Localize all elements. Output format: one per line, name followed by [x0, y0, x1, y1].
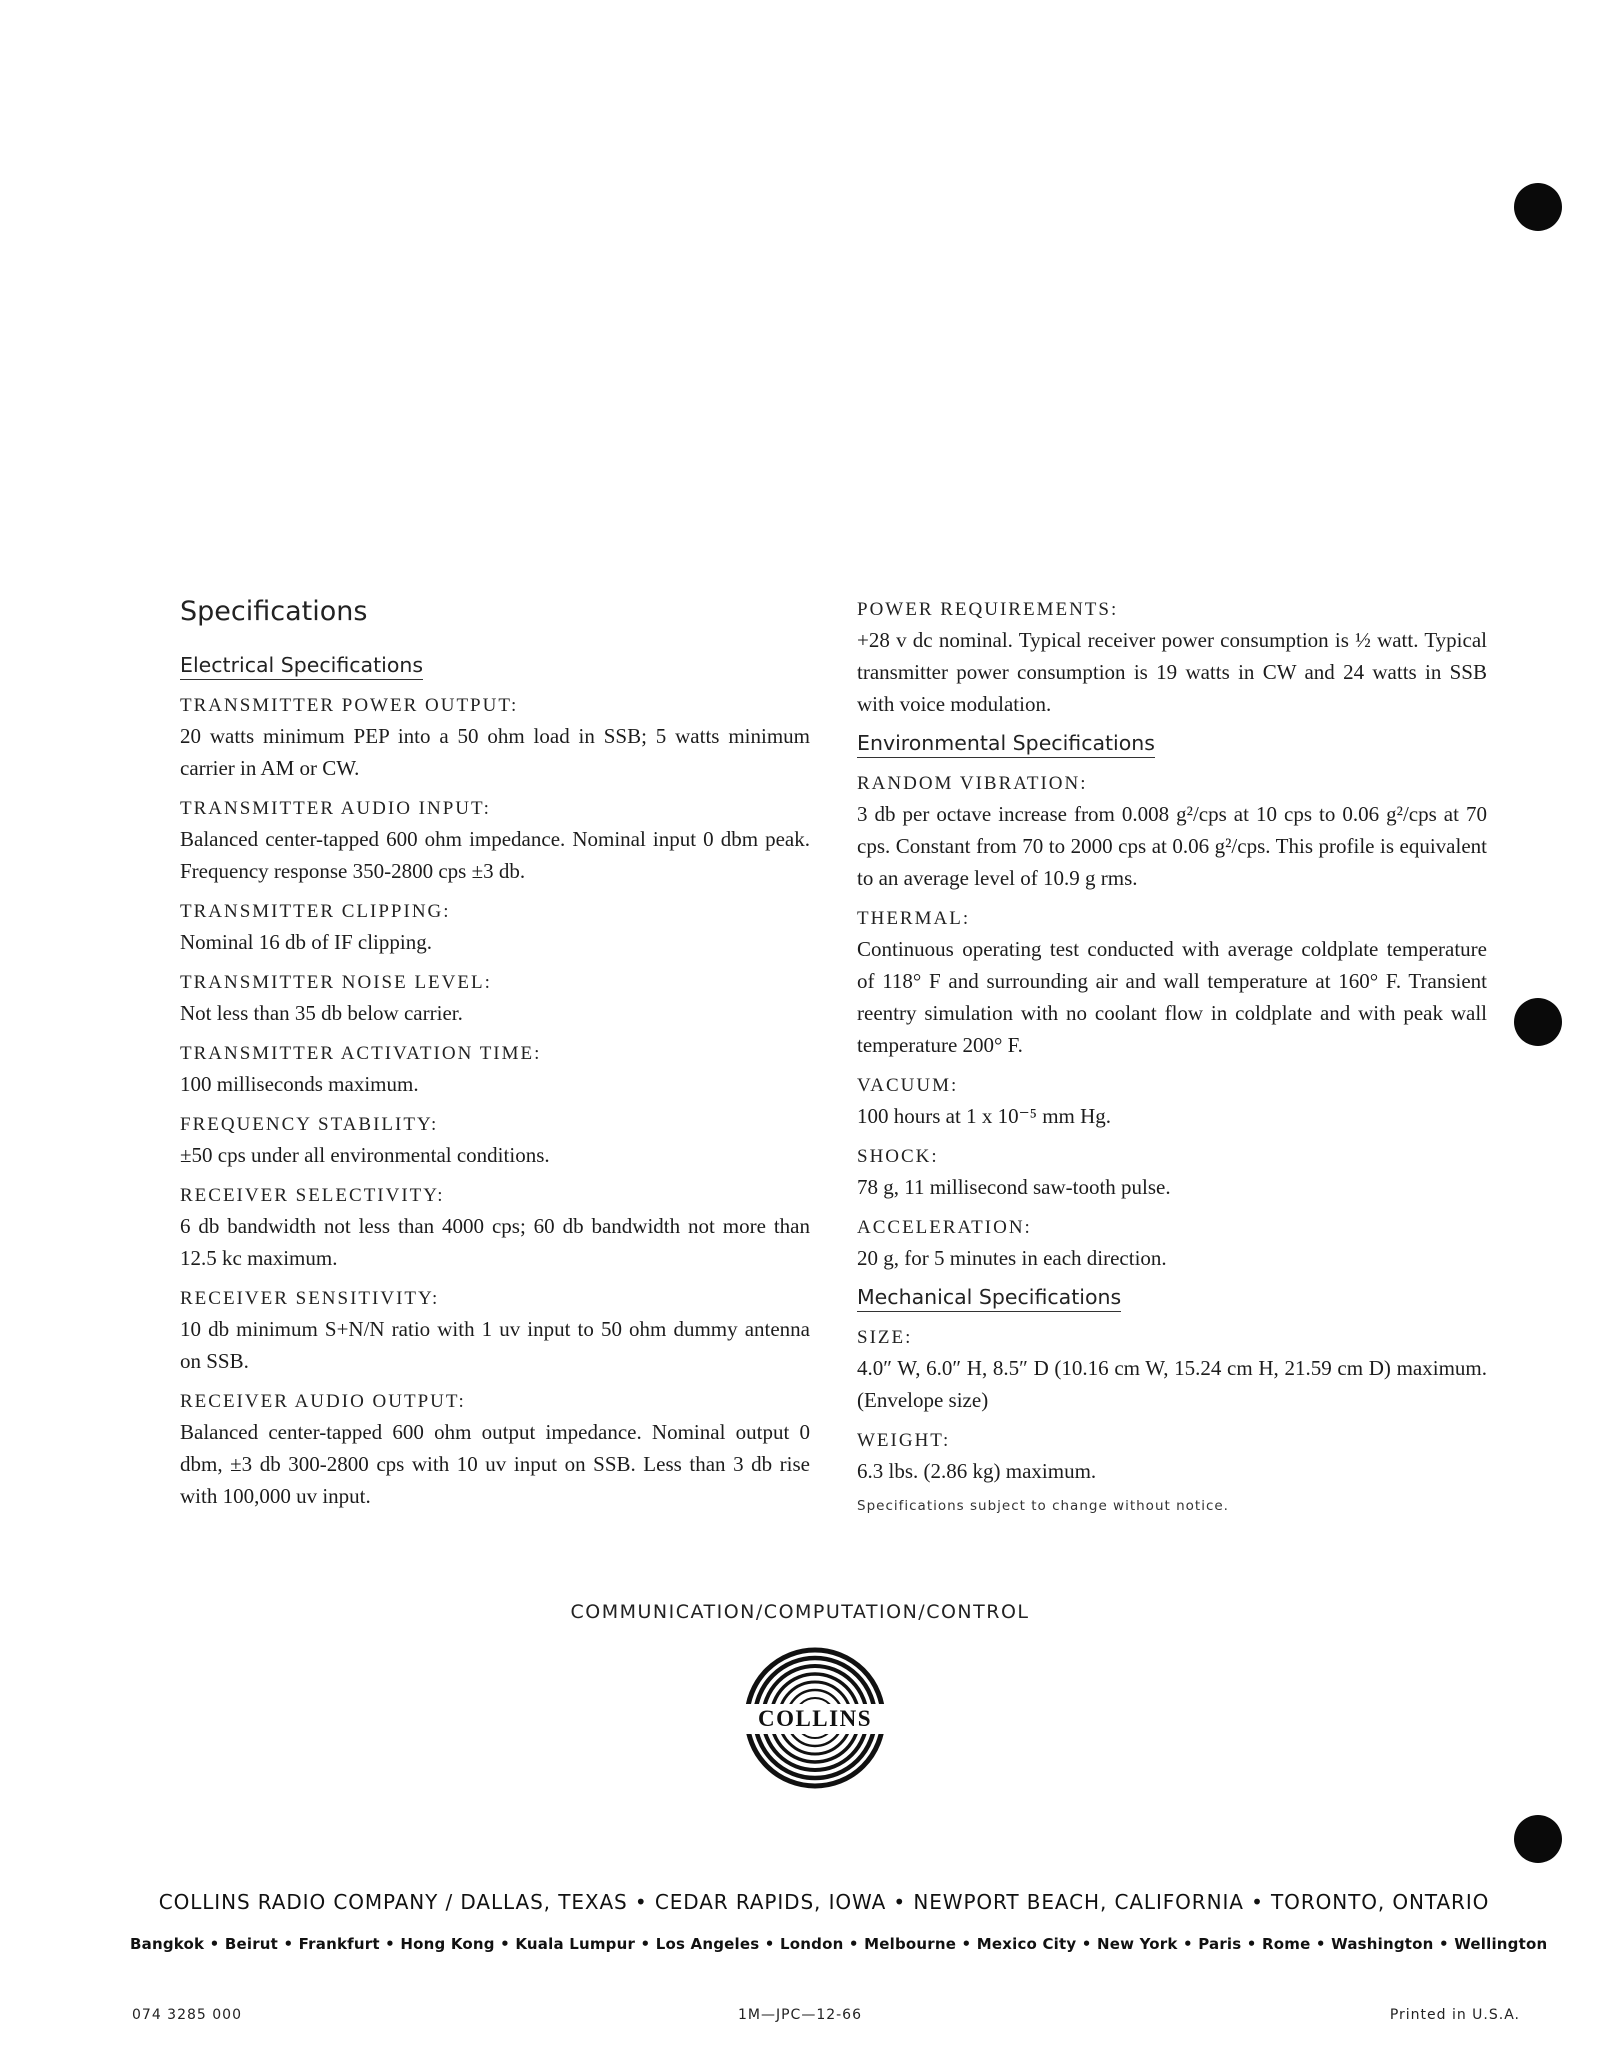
spec-value: Nominal 16 db of IF clipping.: [180, 930, 432, 954]
section-heading: Electrical Specifications: [180, 653, 423, 680]
right-spec-list: [857, 596, 1487, 1487]
section-mechanical-specifications: [857, 1285, 1487, 1316]
spec-weight: [857, 1427, 1487, 1487]
spec-value: 100 hours at 1 x 10⁻⁵ mm Hg.: [857, 1104, 1112, 1128]
tagline: COMMUNICATION/COMPUTATION/CONTROL: [570, 1601, 1030, 1623]
spec-label: RECEIVER SELECTIVITY:: [180, 1185, 445, 1206]
spec-receiver-audio-output: [180, 1388, 810, 1512]
spec-label: TRANSMITTER CLIPPING:: [180, 901, 451, 922]
spec-power-requirements: [857, 596, 1487, 720]
spec-value: 6.3 lbs. (2.86 kg) maximum.: [857, 1459, 1097, 1483]
spec-transmitter-activation-time: [180, 1040, 810, 1100]
spec-transmitter-audio-input: [180, 795, 810, 887]
spec-value: 20 g, for 5 minutes in each direction.: [857, 1246, 1167, 1270]
spec-vacuum: [857, 1072, 1487, 1132]
spec-label: RECEIVER AUDIO OUTPUT:: [180, 1391, 466, 1412]
spec-label: WEIGHT:: [857, 1430, 951, 1451]
spec-label: TRANSMITTER ACTIVATION TIME:: [180, 1043, 542, 1064]
spec-label: THERMAL:: [857, 908, 971, 929]
right-column: [857, 596, 1487, 1514]
spec-value: 100 milliseconds maximum.: [180, 1072, 419, 1096]
spec-label: ACCELERATION:: [857, 1217, 1032, 1238]
spec-label: FREQUENCY STABILITY:: [180, 1114, 439, 1135]
spec-value: 78 g, 11 millisecond saw-tooth pulse.: [857, 1175, 1171, 1199]
spec-random-vibration: [857, 770, 1487, 894]
spec-transmitter-noise-level: [180, 969, 810, 1029]
spec-frequency-stability: [180, 1111, 810, 1171]
spec-label: POWER REQUIREMENTS:: [857, 599, 1119, 620]
section-heading: Mechanical Specifications: [857, 1285, 1121, 1312]
spec-receiver-selectivity: [180, 1182, 810, 1274]
spec-value: Balanced center-tapped 600 ohm output impedance. Nominal output 0 dbm, ±3 db 300-2800 cps with 10 uv input on SSB. Less than 3 db rise with 100,000 uv input.: [180, 1420, 810, 1508]
spec-value: 3 db per octave increase from 0.008 g²/cps at 10 cps to 0.06 g²/cps at 70 cps. Constant from 70 to 2000 cps at 0.06 g²/cps. This profile is equivalent to an average level of 10.9 g rms.: [857, 802, 1487, 890]
spec-label: RANDOM VIBRATION:: [857, 773, 1088, 794]
spec-acceleration: [857, 1214, 1487, 1274]
punch-hole-middle: [1514, 998, 1562, 1046]
spec-label: RECEIVER SENSITIVITY:: [180, 1288, 440, 1309]
document-code: 074 3285 000: [132, 2007, 242, 2023]
printed-in-usa: Printed in U.S.A.: [1389, 2007, 1520, 2023]
disclaimer-note: Specifications subject to change without notice.: [857, 1498, 1229, 1514]
spec-value: +28 v dc nominal. Typical receiver power consumption is ½ watt. Typical transmitter power consumption is 19 watts in CW and 24 watts in SSB with voice modulation.: [857, 628, 1487, 716]
office-cities-line: Bangkok • Beirut • Frankfurt • Hong Kong • Kuala Lumpur • Los Angeles • London • Melbourne • Mexico City • New York • Paris • Rome • Washington • Wellington: [130, 1935, 1548, 1953]
spec-label: TRANSMITTER POWER OUTPUT:: [180, 695, 519, 716]
section-electrical-specifications: [180, 653, 810, 684]
left-column: [180, 596, 810, 1523]
company-address-line: COLLINS RADIO COMPANY / DALLAS, TEXAS • CEDAR RAPIDS, IOWA • NEWPORT BEACH, CALIFORNIA • TORONTO, ONTARIO: [158, 1890, 1490, 1914]
spec-label: TRANSMITTER NOISE LEVEL:: [180, 972, 492, 993]
print-run-code: 1M—JPC—12-66: [737, 2007, 862, 2023]
spec-label: TRANSMITTER AUDIO INPUT:: [180, 798, 491, 819]
spec-value: 6 db bandwidth not less than 4000 cps; 60 db bandwidth not more than 12.5 kc maximum.: [180, 1214, 810, 1270]
collins-logo: [740, 1642, 890, 1792]
page-title: Specifications: [180, 596, 368, 627]
spec-value: Continuous operating test conducted with average coldplate temperature of 118° F and surrounding air and wall temperature at 160° F. Transient reentry simulation with no coolant flow in coldplate and with peak wall temperature 200° F.: [857, 937, 1487, 1057]
spec-receiver-sensitivity: [180, 1285, 810, 1377]
spec-label: SIZE:: [857, 1327, 913, 1348]
spec-size: [857, 1324, 1487, 1416]
section-environmental-specifications: [857, 731, 1487, 762]
spec-shock: [857, 1143, 1487, 1203]
logo-wordmark: COLLINS: [757, 1706, 873, 1731]
punch-hole-top: [1514, 183, 1562, 231]
spec-label: VACUUM:: [857, 1075, 959, 1096]
spec-thermal: [857, 905, 1487, 1061]
left-spec-list: [180, 653, 810, 1512]
spec-transmitter-power-output: [180, 692, 810, 784]
spec-transmitter-clipping: [180, 898, 810, 958]
spec-value: Balanced center-tapped 600 ohm impedance. Nominal input 0 dbm peak. Frequency response 350-2800 cps ±3 db.: [180, 827, 810, 883]
spec-value: Not less than 35 db below carrier.: [180, 1001, 463, 1025]
spec-value: ±50 cps under all environmental conditions.: [180, 1143, 550, 1167]
section-heading: Environmental Specifications: [857, 731, 1155, 758]
spec-value: 20 watts minimum PEP into a 50 ohm load in SSB; 5 watts minimum carrier in AM or CW.: [180, 724, 810, 780]
punch-hole-bottom: [1514, 1815, 1562, 1863]
spec-value: 4.0″ W, 6.0″ H, 8.5″ D (10.16 cm W, 15.24 cm H, 21.59 cm D) maximum. (Envelope size): [857, 1356, 1487, 1412]
spec-label: SHOCK:: [857, 1146, 939, 1167]
spec-value: 10 db minimum S+N/N ratio with 1 uv input to 50 ohm dummy antenna on SSB.: [180, 1317, 810, 1373]
